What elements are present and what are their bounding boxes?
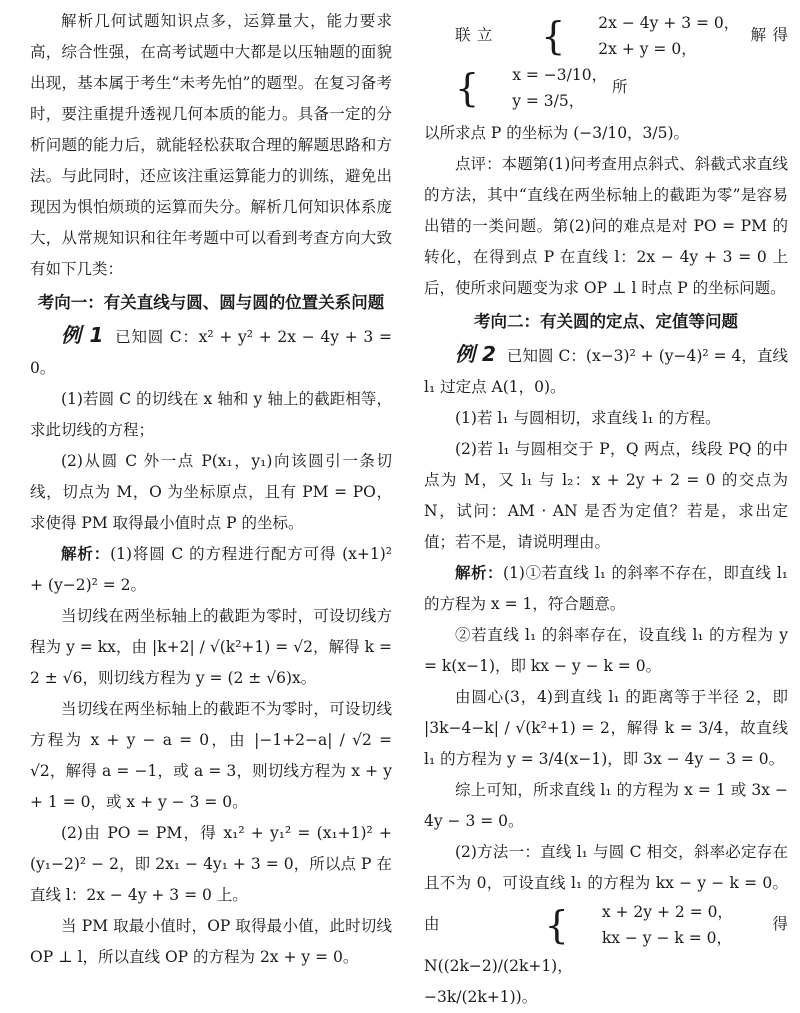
example-2-text: 已知圆 C：(x−3)² + (y−4)² = 4，直线 l₁ 过定点 A(1，0)。 — [424, 347, 788, 396]
section-heading-1: 考向一：有关直线与圆、圆与圆的位置关系问题 — [37, 293, 385, 312]
solution-1-step-1 — [30, 539, 392, 601]
example-2-statement — [424, 339, 788, 403]
equation-system-1 — [510, 10, 739, 62]
system-prefix: 联立 — [455, 26, 499, 44]
solution-label: 解析： — [455, 564, 503, 582]
section-heading-2: 考向二：有关圆的定点、定值等问题 — [474, 312, 738, 331]
example-2-question-1: (1)若 l₁ 与圆相切，求直线 l₁ 的方程。 — [455, 409, 721, 427]
example-2-question-2: (2)若 l₁ 与圆相交于 P，Q 两点，线段 PQ 的中点为 M，又 l₁ 与 l₂：x + 2y + 2 = 0 的交点为 N，试问：AM · AN 是否为定值？若是，求出定值；若不是，请说明理由。 — [424, 440, 788, 551]
right-column — [424, 6, 788, 1013]
example-2-badge: 例 2 — [455, 342, 496, 366]
solution-2-step-1-text: (1)①若直线 l₁ 的斜率不存在，即直线 l₁ 的方程为 x = 1，符合题意。 — [424, 564, 788, 613]
solution-2-step-4: 综上可知，所求直线 l₁ 的方程为 x = 1 或 3x − 4y − 3 = 0。 — [424, 781, 788, 830]
left-brace-icon: { — [455, 66, 480, 110]
example-1-question-2: (2)从圆 C 外一点 P(x₁，y₁)向该圆引一条切线，切点为 M，O 为坐标原点，且有 PM = PO，求使得 PM 取得最小值时点 P 的坐标。 — [30, 452, 392, 532]
example-1-badge: 例 1 — [61, 323, 104, 347]
solution-1-step-5: 当 PM 取最小值时，OP 取得最小值，此时切线 OP ⊥ l，所以直线 OP 的方程为 2x + y = 0。 — [30, 917, 392, 966]
example-1-statement — [30, 320, 392, 384]
example-1-text: 已知圆 C：x² + y² + 2x − 4y + 3 = 0。 — [30, 328, 392, 377]
solution-2-step-1 — [424, 558, 788, 620]
commentary-paragraph: 点评：本题第(1)问考查用点斜式、斜截式求直线的方法，其中“直线在两坐标轴上的截距为零”是容易出错的一类问题。第(2)问的难点是对 PO = PM 的转化，在得到点 P 在直线 l：2x − 4y + 3 = 0 上后，使所求问题变为求 OP ⊥ l 时点 P 的坐标问题。 — [424, 155, 788, 297]
system-2-equation-2: kx − y − k = 0， — [601, 929, 732, 947]
solution-1-step-4: (2)由 PO = PM，得 x₁² + y₁² = (x₁+1)² + (y₁−2)² − 2，即 2x₁ − 4y₁ + 3 = 0，所以点 P 在直线 l：2x − 4y + 3 = 0 上。 — [30, 824, 392, 904]
example-1-question-1: (1)若圆 C 的切线在 x 轴和 y 轴上的截距相等，求此切线的方程； — [30, 390, 392, 439]
solution-1-step-1-text: (1)将圆 C 的方程进行配方可得 (x+1)² + (y−2)² = 2。 — [30, 545, 392, 594]
point-n-coordinates: 得 N((2k−2)/(2k+1)， — [424, 915, 788, 975]
system-equation-2: 2x + y = 0， — [598, 40, 697, 58]
solution-2-step-6: −3k/(2k+1))。 — [424, 988, 538, 1006]
system-2-equation-1: x + 2y + 2 = 0， — [601, 903, 733, 921]
solution-x: x = −3/10， — [512, 66, 608, 84]
left-brace-icon: { — [544, 903, 569, 947]
solution-2-step-3: 由圆心(3，4)到直线 l₁ 的距离等于半径 2，即 |3k−4−k| / √(k²+1) = 2，解得 k = 3/4，故直线 l₁ 的方程为 y = 3/4(x−1)，即 3x − 4y − 3 = 0。 — [424, 688, 788, 768]
system-equation-1: 2x − 4y + 3 = 0， — [598, 14, 740, 32]
left-column — [30, 6, 392, 973]
system-of-equations-line — [424, 6, 788, 118]
solution-2-step-5 — [424, 837, 788, 982]
solution-1-step-2: 当切线在两坐标轴上的截距为零时，可设切线方程为 y = kx，由 |k+2| / √(k²+1) = √2，解得 k = 2 ± √6，则切线方程为 y = (2 ± √6)x。 — [30, 607, 392, 687]
intro-paragraph: 解析几何试题知识点多，运算量大，能力要求高，综合性强，在高考试题中大都是以压轴题的面貌出现，基本属于考生“未考先怕”的题型。在复习备考时，要注重提升透视几何本质的能力。具备一定的分析问题的能力后，就能轻松获取合理的解题思路和方法。与此同时，还应该注重运算能力的训练，避免出现因为惧怕烦琐的运算而失分。解析几何知识体系庞大，从常规知识和往年考题中可以看到考查方向大致有如下几类： — [30, 12, 392, 278]
solution-2-step-5-text: (2)方法一：直线 l₁ 与圆 C 相交，斜率必定存在且不为 0，可设直线 l₁ 的方程为 kx − y − k = 0。由 — [424, 843, 788, 933]
system-middle: 解得 — [750, 26, 788, 44]
solution-label: 解析： — [61, 545, 111, 563]
solution-1-step-3: 当切线在两坐标轴上的截距不为零时，可设切线方程为 x + y − a = 0，由 |−1+2−a| / √2 = √2，解得 a = −1，或 a = 3，则切线方程为 x + y + 1 = 0，或 x + y − 3 = 0。 — [30, 700, 392, 811]
point-p-result: 以所求点 P 的坐标为 (−3/10，3/5)。 — [424, 124, 690, 142]
solution-y: y = 3/5， — [512, 92, 585, 110]
equation-system-solution — [424, 62, 607, 114]
solution-2-step-2: ②若直线 l₁ 的斜率存在，设直线 l₁ 的方程为 y = k(x−1)，即 kx − y − k = 0。 — [424, 626, 788, 675]
system-suffix: 所 — [612, 78, 628, 96]
left-brace-icon: { — [541, 14, 566, 58]
equation-system-2 — [514, 899, 733, 951]
